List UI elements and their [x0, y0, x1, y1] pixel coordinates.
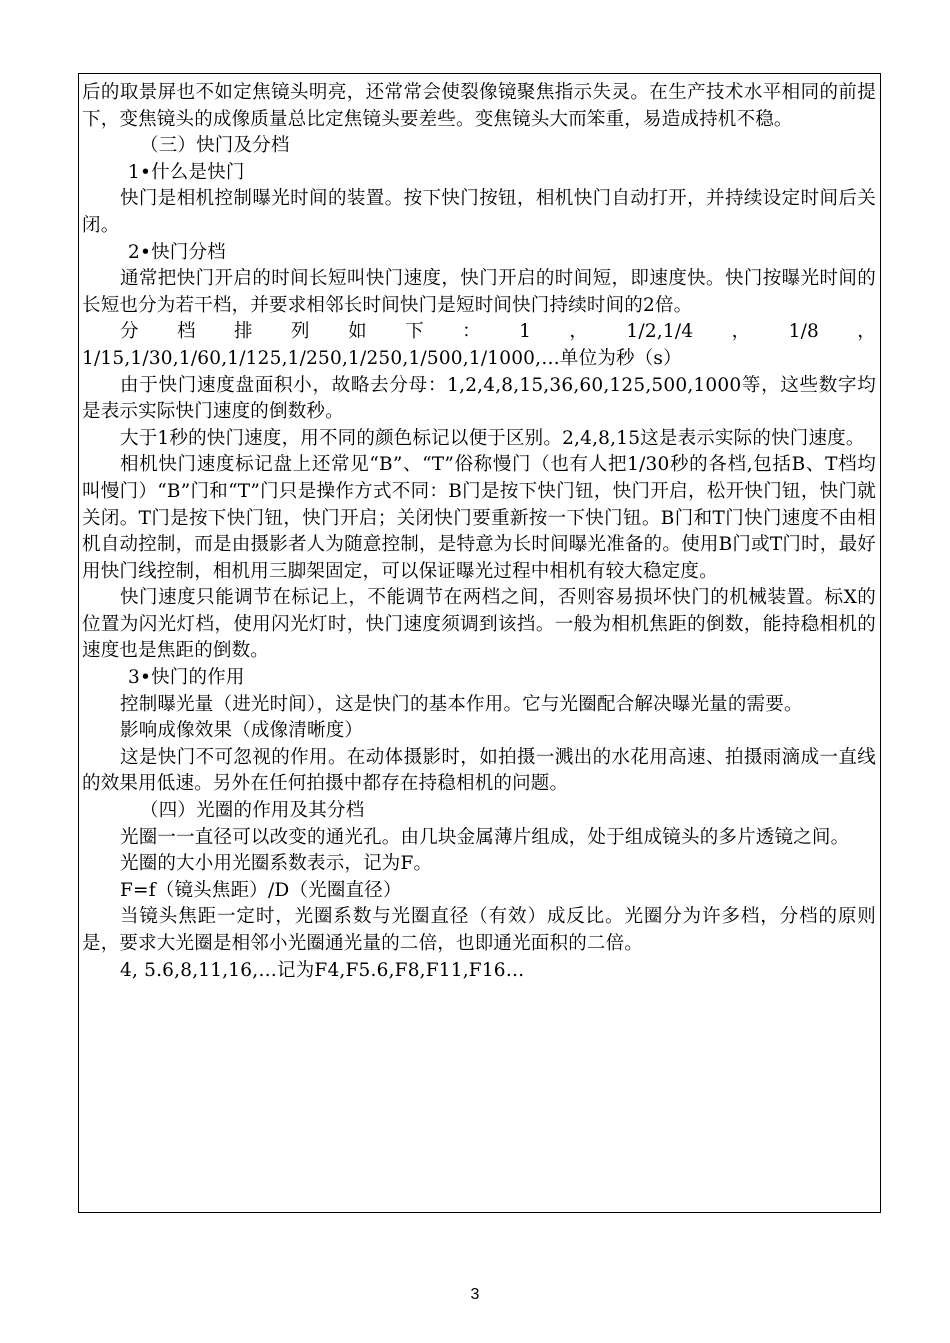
- paragraph: 光圈一一直径可以改变的通光孔。由几块金属薄片组成，处于组成镜头的多片透镜之间。: [120, 826, 850, 848]
- paragraph: 光圈的大小用光圈系数表示，记为F。: [120, 853, 433, 875]
- paragraph: 控制曝光量（进光时间），这是快门的基本作用。它与光圈配合解决曝光量的需要。: [120, 693, 803, 715]
- paragraph: 影响成像效果（成像清晰度）: [120, 720, 364, 742]
- paragraph: 由于快门速度盘面积小，故略去分母：1,2,4,8,15,36,60,125,500,1000等，这些数字均是表示实际快门速度的倒数秒。: [82, 374, 876, 423]
- paragraph: 4, 5.6,8,11,16,…记为F4,F5.6,F8,F11,F16…: [120, 959, 525, 981]
- paragraph: 当镜头焦距一定时，光圈系数与光圈直径（有效）成反比。光圈分为许多档，分档的原则是，要求大光圈是相邻小光圈通光量的二倍，也即通光面积的二倍。: [82, 906, 876, 954]
- section-heading: （四）光圈的作用及其分档: [140, 800, 365, 822]
- paragraph: 大于1秒的快门速度，用不同的颜色标记以便于区别。2,4,8,15这是表示实际的快门速度。: [120, 427, 865, 449]
- paragraph: 相机快门速度标记盘上还常见“B”、“T”俗称慢门（也有人把1/30秒的各档,包括B、T档均叫慢门）“B”门和“T”门只是操作方式不同：B门是按下快门钮，快门开启，松开快门钮，快门就关闭。T门是按下快门钮，快门开启；关闭快门要重新按一下快门钮。B门和T门快门速度不由相机自动控制，而是由摄影者人为随意控制，是特意为长时间曝光准备的。使用B门或T门时，最好用快门线控制，相机用三脚架固定，可以保证曝光过程中相机有较大稳定度。: [82, 454, 876, 582]
- subsection-heading: 1•什么是快门: [128, 161, 245, 183]
- paragraph: 快门是相机控制曝光时间的装置。按下快门按钮，相机快门自动打开，并持续设定时间后关闭。: [82, 188, 876, 236]
- paragraph: 这是快门不可忽视的作用。在动体摄影时，如拍摄一溅出的水花用高速、拍摄雨滴成一直线的效果用低速。另外在任何拍摄中都存在持稳相机的问题。: [82, 746, 876, 795]
- paragraph: 分档排列如下：1，1/2,1/4，1/8，1/15,1/30,1/60,1/125,1/250,1/250,1/500,1/1000,…单位为秒（s）: [82, 321, 876, 369]
- formula: F=f（镜头焦距）/D（光圈直径）: [120, 879, 402, 901]
- paragraph: 后的取景屏也不如定焦镜头明亮，还常常会使裂像镜聚焦指示失灵。在生产技术水平相同的前提下，变焦镜头的成像质量总比定焦镜头要差些。变焦镜头大而笨重，易造成持机不稳。: [82, 82, 876, 130]
- document-frame: [78, 73, 881, 1213]
- subsection-heading: 2•快门分档: [128, 241, 226, 263]
- subsection-heading: 3•快门的作用: [128, 667, 245, 689]
- paragraph: 快门速度只能调节在标记上，不能调节在两档之间，否则容易损坏快门的机械装置。标X的位置为闪光灯档，使用闪光灯时，快门速度须调到该挡。一般为相机焦距的倒数，能持稳相机的速度也是焦距的倒数。: [82, 587, 876, 662]
- section-heading: （三）快门及分档: [140, 135, 290, 157]
- paragraph: 通常把快门开启的时间长短叫快门速度，快门开启的时间短，即速度快。快门按曝光时间的长短也分为若干档，并要求相邻长时间快门是短时间快门持续时间的2倍。: [82, 268, 876, 316]
- document-body: [82, 80, 876, 984]
- page-number: 3: [470, 1286, 480, 1303]
